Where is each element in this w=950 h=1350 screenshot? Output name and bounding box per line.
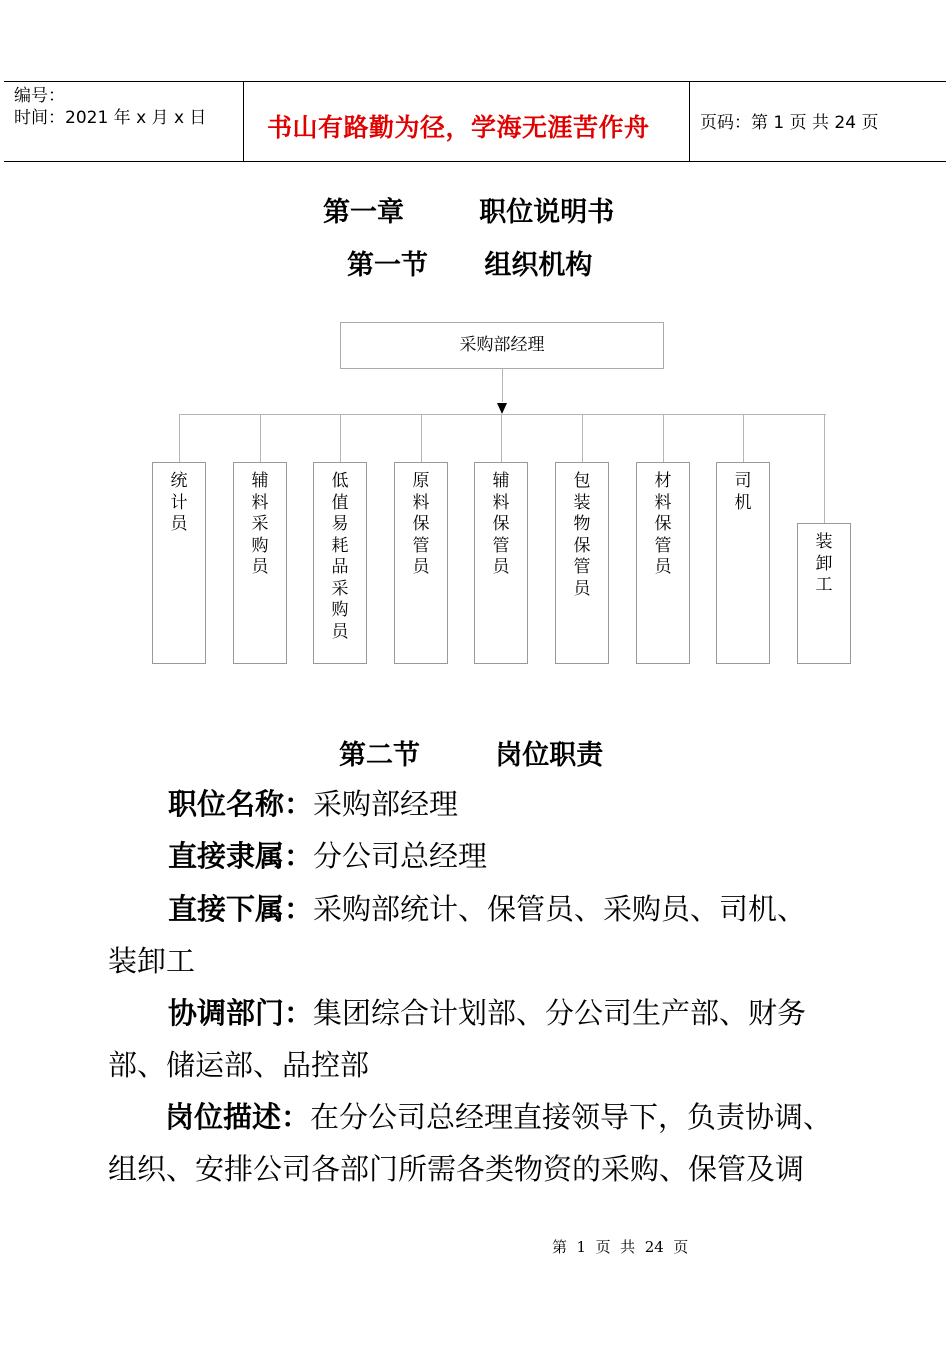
- org-child-char: 采: [331, 578, 349, 599]
- org-child-box: [636, 462, 690, 664]
- duty-coord-line: [168, 987, 806, 1039]
- org-child-char: 原: [412, 471, 430, 491]
- org-child-char: 司: [734, 471, 752, 491]
- org-child-char: 员: [251, 557, 269, 577]
- org-child-char: 员: [573, 578, 591, 599]
- org-child-char: 管: [412, 535, 430, 556]
- org-child-char: 辅: [492, 471, 510, 491]
- org-child-connector: [501, 414, 502, 462]
- org-child-box: [474, 462, 528, 664]
- org-root-box: [340, 322, 664, 369]
- org-child-char: 管: [654, 535, 672, 556]
- duty-superior-line: [168, 830, 487, 882]
- org-child-label: [637, 471, 689, 579]
- org-child-char: 保: [573, 535, 591, 556]
- org-child-char: 管: [492, 535, 510, 556]
- org-child-char: 包: [573, 471, 591, 491]
- section-title-duties: 第二节 岗位职责: [339, 740, 604, 771]
- org-child-char: 统: [170, 471, 188, 491]
- header-bottom-rule: [4, 161, 946, 162]
- org-child-label: [798, 532, 850, 597]
- org-child-connector: [743, 414, 744, 462]
- org-child-box: [797, 523, 851, 664]
- org-child-label: [475, 471, 527, 579]
- org-child-char: 员: [654, 557, 672, 577]
- header-motto: 书山有路勤为径，学海无涯苦作舟: [267, 113, 650, 142]
- duty-coord-continued: 部、储运部、品控部: [108, 1048, 370, 1082]
- org-child-connector: [663, 414, 664, 462]
- duty-subordinates-value: 采购部统计、保管员、采购员、司机、: [313, 892, 807, 926]
- org-child-connector: [421, 414, 422, 462]
- org-child-char: 物: [573, 514, 591, 534]
- org-child-connector: [582, 414, 583, 462]
- org-child-label: [153, 471, 205, 536]
- duty-coord-label: 协调部门：: [168, 996, 314, 1030]
- org-child-char: 料: [412, 492, 430, 513]
- org-child-char: 采: [251, 514, 269, 534]
- section-title-org: 第一节 组织机构: [347, 250, 593, 281]
- document-number: 编号：: [14, 86, 65, 106]
- org-child-char: 员: [331, 621, 349, 642]
- org-child-char: 装: [815, 532, 833, 552]
- org-child-char: 工: [815, 575, 833, 595]
- org-root-label: 采购部经理: [459, 335, 545, 355]
- org-child-label: [556, 471, 608, 600]
- duty-title-line: [168, 778, 458, 830]
- header-divider-right: [689, 81, 690, 162]
- org-child-char: 材: [654, 471, 672, 491]
- org-child-connector: [824, 414, 825, 523]
- org-child-connector: [340, 414, 341, 462]
- duty-subordinates-continued: 装卸工: [108, 944, 196, 978]
- org-child-char: 装: [573, 492, 591, 513]
- org-child-char: 耗: [331, 535, 349, 556]
- duty-subordinates-label: 直接下属：: [168, 892, 314, 926]
- org-child-char: 保: [492, 514, 510, 534]
- org-child-box: [152, 462, 206, 664]
- document-time: 时间：2021 年 x 月 x 日: [14, 108, 207, 128]
- page-footer: 第 1 页 共 24 页: [552, 1238, 689, 1256]
- org-child-char: 值: [331, 492, 349, 513]
- org-child-char: 料: [492, 492, 510, 513]
- org-child-char: 保: [412, 514, 430, 534]
- org-child-char: 管: [573, 557, 591, 577]
- duty-superior-value: 分公司总经理: [313, 839, 488, 873]
- org-child-box: [233, 462, 287, 664]
- org-child-char: 购: [251, 535, 269, 556]
- org-root-connector: [502, 369, 503, 402]
- org-child-char: 料: [251, 492, 269, 513]
- page-indicator: 页码：第 1 页 共 24 页: [700, 113, 879, 133]
- org-child-label: [717, 471, 769, 514]
- duty-title-value: 采购部经理: [313, 787, 459, 821]
- duty-desc-continued: 组织、安排公司各部门所需各类物资的采购、保管及调: [108, 1152, 805, 1186]
- org-child-box: [716, 462, 770, 664]
- duty-desc-line: [165, 1091, 832, 1143]
- org-child-box: [394, 462, 448, 664]
- duty-title-label: 职位名称：: [168, 787, 314, 821]
- duty-desc-label: 岗位描述：: [165, 1100, 311, 1134]
- org-child-connector: [260, 414, 261, 462]
- header-divider-left: [243, 81, 244, 162]
- org-child-char: 品: [331, 557, 349, 577]
- org-child-char: 员: [492, 557, 510, 577]
- org-arrow-icon: [497, 403, 507, 414]
- org-child-char: 机: [734, 492, 752, 513]
- chapter-title: 第一章 职位说明书: [323, 197, 615, 228]
- duty-subordinates-line: [168, 883, 806, 935]
- org-child-label: [234, 471, 286, 579]
- org-child-box: [313, 462, 367, 664]
- org-branch-line: [179, 414, 826, 415]
- org-child-char: 料: [654, 492, 672, 513]
- org-child-label: [395, 471, 447, 579]
- org-child-char: 购: [331, 600, 349, 620]
- org-child-label: [314, 471, 366, 643]
- org-child-char: 低: [331, 471, 349, 491]
- org-child-char: 辅: [251, 471, 269, 491]
- org-child-char: 员: [412, 557, 430, 577]
- org-child-char: 卸: [815, 553, 833, 574]
- duty-coord-value: 集团综合计划部、分公司生产部、财务: [313, 996, 807, 1030]
- org-child-char: 员: [170, 514, 188, 534]
- org-child-connector: [179, 414, 180, 462]
- org-child-char: 保: [654, 514, 672, 534]
- duty-desc-value: 在分公司总经理直接领导下，负责协调、: [310, 1100, 833, 1134]
- duty-superior-label: 直接隶属：: [168, 839, 314, 873]
- header-top-rule: [4, 81, 946, 82]
- org-child-box: [555, 462, 609, 664]
- org-child-char: 易: [331, 514, 349, 534]
- org-child-char: 计: [170, 492, 188, 513]
